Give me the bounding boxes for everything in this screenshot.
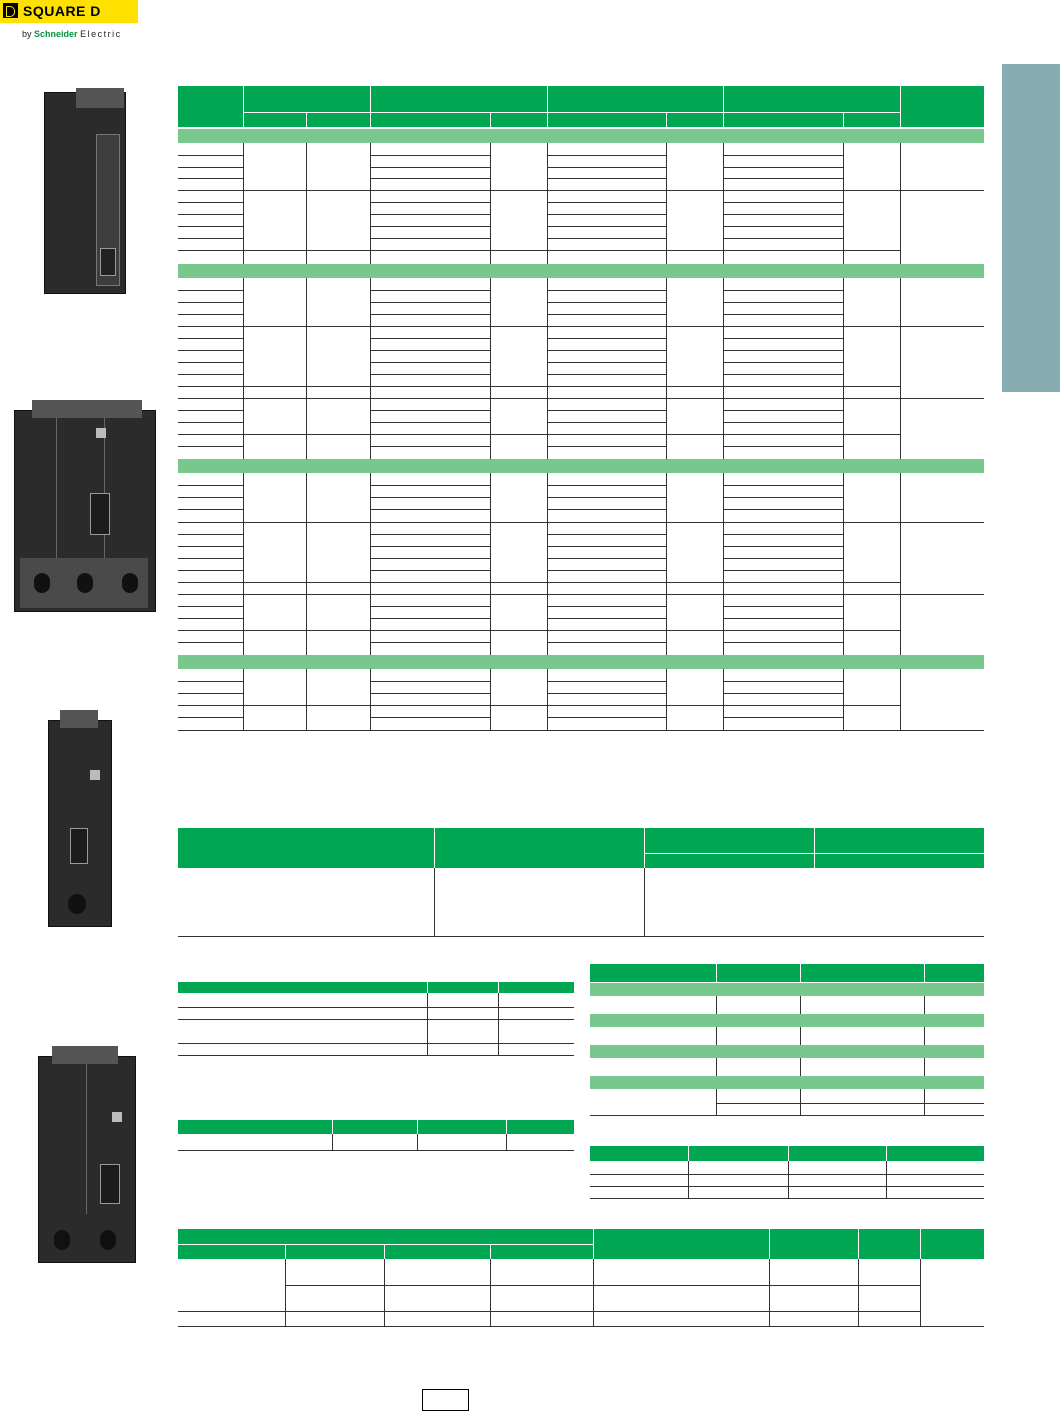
lugs-table-header xyxy=(178,1120,574,1134)
product-image-breaker-3pole xyxy=(12,398,157,613)
by-text: by xyxy=(22,29,32,39)
product-image-breaker-2pole xyxy=(36,1044,136,1262)
main-table-section-1 xyxy=(178,129,984,143)
brand-logo xyxy=(0,0,138,23)
logo-text: SQUARE D xyxy=(23,3,101,19)
company-name: Schneider xyxy=(34,29,78,39)
main-table-header xyxy=(178,86,984,127)
main-table-section-2 xyxy=(178,264,984,278)
dimensions-table-header xyxy=(590,1146,984,1161)
accessories-table-header xyxy=(178,982,574,993)
company-suffix: Electric xyxy=(80,29,122,39)
ratings-table-header xyxy=(178,828,984,868)
main-table-section-3 xyxy=(178,459,984,473)
main-table-section-4 xyxy=(178,655,984,669)
product-image-breaker-1pole-narrow xyxy=(44,708,114,926)
square-d-logo-icon xyxy=(3,3,18,18)
brand-subtitle xyxy=(22,29,122,39)
product-image-breaker-1pole-tall xyxy=(38,88,128,293)
page-number-box xyxy=(422,1389,469,1411)
section-side-tab xyxy=(1002,64,1060,392)
